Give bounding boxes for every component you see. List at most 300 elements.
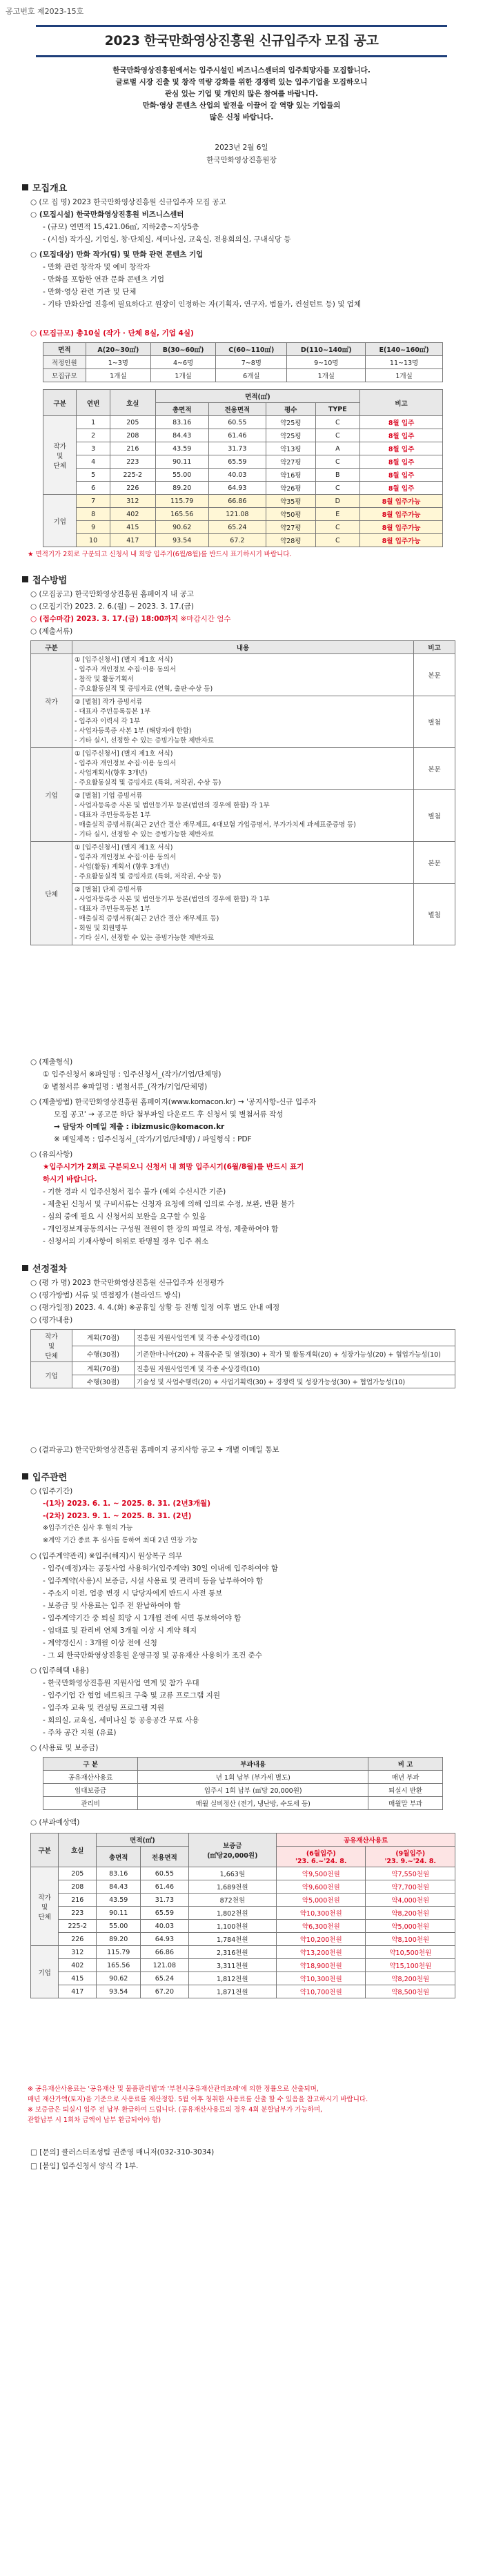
doc-note: 별첨	[414, 884, 455, 945]
cost-cell-dep: 3,311천원	[188, 1959, 276, 1972]
cost-cell-dep: 1,100천원	[188, 1920, 276, 1933]
room-row	[43, 455, 443, 469]
room-cell-total: 83.16	[155, 416, 208, 429]
cost-cell-f1: 약13,200천원	[277, 1946, 366, 1959]
doc-content: ① [입주신청서] (별지 제1호 서식) - 입주자 개인정보 수집·이용 동의서 - 사업계획서(향후 3개년) - 주요활동실적 및 증빙자료 (특허, 저작권, 수상 등)	[72, 748, 414, 790]
doc-content: ① [입주신청서] (별지 제1호 서식) - 입주자 개인정보 수집·이용 동의서 - 참작 및 활동기획서 - 주요활동실적 및 증빙자료 (연혁, 출판·수상 등)	[72, 654, 414, 696]
cost-cell-room: 226	[59, 1933, 97, 1946]
cost-header-deposit: 보증금 (㎡당20,000원)	[188, 1833, 276, 1867]
cost-table-footnote: ※ 공유재산사용료는 '공유재산 및 물품관리법'과 '부천시공유재산관리조례'에 의한 정률으로 산출되며, 매년 재산가액(토지)을 기준으로 사용료를 재산정함. 5월 이후 청취한 사용료를 산출 할 수 있음을 참고하시기 바랍니다. ※ 보증금은 퇴실시 입주 전 납부 환급하여 드립니다. (공유재산사용료의 경우 4회 분할납부가 가능하며, 관할납부 시 1회차 금액이 납부 환급되어야 함)	[28, 2085, 368, 2124]
cost-header-excl: 전용면적	[141, 1847, 188, 1867]
cost-cell-f1: 약10,300천원	[277, 1907, 366, 1920]
room-cell-room: 402	[110, 508, 155, 521]
square-bullet-icon	[22, 576, 28, 582]
room-cell-note: 8월 입주	[360, 482, 443, 495]
cost-cell-room: 208	[59, 1880, 97, 1894]
eval-row	[31, 1362, 455, 1375]
eval-item: 계획(70점)	[72, 1330, 135, 1346]
room-cell-type: C	[315, 455, 360, 469]
room-row	[43, 508, 443, 521]
doc-note: 본문	[414, 748, 455, 790]
room-header-total: 총면적	[155, 403, 208, 416]
room-cell-no: 7	[77, 495, 110, 508]
contract-1: - 입주(예정)자는 공동사업 사용허가(입주계약) 30일 이내에 입주하여야 함	[43, 1564, 278, 1573]
cost-cell-f2: 약8,200천원	[366, 1972, 455, 1985]
eval-row	[31, 1375, 455, 1388]
benefit-5: - 주차 공간 지원 (유료)	[43, 1729, 117, 1737]
contract-4: - 보증금 및 사용료는 입주 전 완납하여야 함	[43, 1602, 181, 1610]
overview-target-4: - 기타 만화산업 진흥에 필요하다고 원장이 인정하는 자(기획자, 연구자, 법률가, 컨설턴트 등) 및 업체	[43, 300, 361, 308]
cost-cell-excl: 60.55	[141, 1867, 188, 1880]
room-row	[43, 429, 443, 442]
fee-cell: 입주시 1회 납부 (㎡당 20,000원)	[138, 1784, 368, 1797]
room-cell-type: C	[315, 534, 360, 547]
eval-content: 기존한마니아(20) + 작품수준 및 열정(30) + 작가 및 활동계획(20) + 성장가능성(20) + 협업가능성(10)	[135, 1346, 455, 1362]
format-line-2: ② 별첨서류 ※파일명 : 별첨서류_(작가/기업/단체명)	[43, 1083, 208, 1091]
doc-note: 본문	[414, 654, 455, 696]
fee-heading: ○ (사용료 및 보증금)	[30, 1744, 99, 1752]
room-cell-room: 225-2	[110, 469, 155, 482]
size-cell: 1개실	[86, 369, 150, 382]
cost-cell-f2: 약5,000천원	[366, 1920, 455, 1933]
cost-cell-total: 93.54	[97, 1985, 141, 1998]
cost-cell-room: 417	[59, 1985, 97, 1998]
room-cell-excl: 31.73	[208, 442, 266, 455]
cost-cell-dep: 1,812천원	[188, 1972, 276, 1985]
cost-cell-room: 223	[59, 1907, 97, 1920]
room-cell-py: 약27평	[266, 521, 315, 534]
size-header: A(20~30㎡)	[86, 343, 150, 356]
size-header: D(110~140㎡)	[287, 343, 366, 356]
cost-header-fee: 공유재산사용료	[277, 1833, 455, 1847]
eval-content: 진흥원 지원사업연계 및 각종 수상경력(10)	[135, 1362, 455, 1375]
cost-cell-excl: 64.93	[141, 1933, 188, 1946]
benefit-heading: ○ (입주혜택 내용)	[30, 1666, 89, 1675]
doc-header-type: 구분	[31, 641, 72, 654]
contract-heading: ○ (입주계약관리) ※입주(해지)시 원상복구 의무	[30, 1552, 183, 1560]
cost-cell-dep: 1,871천원	[188, 1985, 276, 1998]
fee-table	[43, 1757, 443, 1810]
selection-schedule: ○ (평가일정) 2023. 4. 4.(화) ※공휴일 상황 등 진행 일정 이후 별도 안내 예정	[30, 1304, 280, 1312]
cost-row	[31, 1933, 455, 1946]
room-cell-total: 89.20	[155, 482, 208, 495]
room-header-room: 호실	[110, 390, 155, 416]
room-cell-room: 312	[110, 495, 155, 508]
cost-cell-excl: 31.73	[141, 1894, 188, 1907]
notice-org: 한국만화영상진흥원장	[206, 156, 277, 164]
overview-target-2: - 만화를 포함한 연관 문화 콘텐츠 기업	[43, 275, 164, 284]
cost-row	[31, 1946, 455, 1959]
room-cell-excl: 65.24	[208, 521, 266, 534]
cost-cell-total: 55.00	[97, 1920, 141, 1933]
contract-2: - 입주계약(사용)시 보증금, 시설 사용료 및 관리비 등을 납부하여야 함	[43, 1577, 264, 1585]
doc-content: ② [별첨] 기업 증빙서류 - 사업자등록증 사본 및 법인등기부 등본(법인의 경우에 한함) 각 1부 - 대표자 주민등록등본 1부 - 매출실적 증빙서류(최근 2년간 결산 재무제표, 4대보험 가입증명서, 부가가치세 과세표준증명 등) - 기타 실시, 선정할 수 있는 증빙가능한 제반자료	[72, 790, 414, 842]
cost-cell-total: 165.56	[97, 1959, 141, 1972]
cost-heading: ○ (부과예상액)	[30, 1818, 80, 1827]
cost-cell-room: 312	[59, 1946, 97, 1959]
cost-cell-excl: 66.86	[141, 1946, 188, 1959]
room-row	[43, 416, 443, 429]
cost-cell-f1: 약10,300천원	[277, 1972, 366, 1985]
cost-cell-f1: 약18,900천원	[277, 1959, 366, 1972]
cost-cell-excl: 121.08	[141, 1959, 188, 1972]
overview-target-1: - 만화 관련 창작자 및 예비 창작자	[43, 263, 150, 271]
room-header-no: 연번	[77, 390, 110, 416]
overview-scale-count: ○ (모집규모) 총10실 (작가 · 단체 8실, 기업 4실)	[30, 329, 194, 337]
doc-row	[31, 696, 455, 748]
fee-cell: 년 1회 납부 (부가세 별도)	[138, 1771, 368, 1784]
room-cell-no: 5	[77, 469, 110, 482]
doc-group: 기업	[31, 748, 72, 842]
size-cell: 6개실	[216, 369, 287, 382]
size-cell: 11~13명	[366, 356, 443, 369]
room-cell-py: 약50평	[266, 508, 315, 521]
contact-inquiry: □ [문의] 클러스터조성팀 권준영 매니저(032-310-3034)	[30, 2148, 215, 2156]
room-cell-total: 55.00	[155, 469, 208, 482]
contact-attachment: □ [붙임] 입주신청서 양식 각 1부.	[30, 2162, 139, 2170]
doc-row	[31, 790, 455, 842]
room-cell-room: 208	[110, 429, 155, 442]
cost-cell-room: 225-2	[59, 1920, 97, 1933]
eval-content: 진흥원 지원사업연계 및 각종 수상경력(10)	[135, 1330, 455, 1346]
period-1: -(1차) 2023. 6. 1. ~ 2025. 8. 31. (2년3개월)	[43, 1500, 210, 1508]
eval-group: 기업	[31, 1362, 72, 1388]
intro-paragraph: 한국만화영상진흥원에서는 입주시설인 비즈니스센터의 입주희망자를 모집합니다. 글로벌 시장 진출 및 창작 역량 강화를 위한 경쟁력 있는 입주기업을 모집하오니 관심 있는 기업 및 개인의 많은 참여를 바랍니다. 만화·영상 콘텐츠 산업의 발전을 이끌어 갈 역량 있는 기업들의 많은 신청 바랍니다.	[112, 66, 371, 121]
room-cell-no: 8	[77, 508, 110, 521]
selection-method: ○ (평가방법) 서류 및 면접평가 (블라인드 방식)	[30, 1291, 181, 1299]
size-cell: 1~3명	[86, 356, 150, 369]
caution-heading: ○ (유의사항)	[30, 1150, 73, 1159]
cost-cell-total: 43.59	[97, 1894, 141, 1907]
cost-cell-room: 415	[59, 1972, 97, 1985]
room-cell-excl: 61.46	[208, 429, 266, 442]
cost-header-fee-june: (6월입주) '23. 6.~'24. 8.	[277, 1847, 366, 1867]
cost-cell-total: 84.43	[97, 1880, 141, 1894]
cost-cell-excl: 61.46	[141, 1880, 188, 1894]
room-cell-excl: 65.59	[208, 455, 266, 469]
cost-cell-room: 205	[59, 1867, 97, 1880]
title-rule-bottom	[36, 55, 447, 57]
contract-8: - 그 외 한국만화영상진흥원 운영규정 및 공유재산 사용허가 조건 준수	[43, 1651, 262, 1660]
contract-5: - 입주계약기간 중 퇴실 희망 시 1개월 전에 서면 통보하여야 함	[43, 1614, 241, 1622]
cost-cell-f2: 약4,000천원	[366, 1894, 455, 1907]
room-cell-py: 약35평	[266, 495, 315, 508]
cost-cell-total: 90.62	[97, 1972, 141, 1985]
cost-cell-dep: 872천원	[188, 1894, 276, 1907]
room-header-note: 비고	[360, 390, 443, 416]
benefit-1: - 한국만화영상진흥원 지원사업 연계 및 참가 우대	[43, 1679, 199, 1687]
room-row	[43, 521, 443, 534]
format-heading: ○ (제출형식)	[30, 1058, 73, 1066]
doc-group: 작가	[31, 654, 72, 748]
cost-row	[31, 1880, 455, 1894]
cost-cell-f1: 약5,000천원	[277, 1894, 366, 1907]
size-table	[43, 342, 443, 382]
period-note-2: ※계약 기간 종료 후 심사를 통하여 최대 2년 연장 가능	[43, 1537, 198, 1544]
cost-cell-excl: 40.03	[141, 1920, 188, 1933]
room-cell-type: D	[315, 495, 360, 508]
room-header-area: 면적(㎡)	[155, 390, 359, 403]
selection-name: ○ (평 가 명) 2023 한국만화영상진흥원 신규입주자 선정평가	[30, 1279, 224, 1287]
cost-cell-total: 90.11	[97, 1907, 141, 1920]
cost-cell-f2: 약8,500천원	[366, 1985, 455, 1998]
format-line-1: ① 입주신청서 ※파일명 : 입주신청서_(작가/기업/단체명)	[43, 1070, 221, 1079]
doc-row	[31, 884, 455, 945]
room-cell-note: 8월 입주가능	[360, 534, 443, 547]
benefit-2: - 입주기업 간 협업 네트워크 구축 및 교류 프로그램 지원	[43, 1691, 220, 1700]
notice-date: 2023년 2월 6일	[215, 144, 268, 152]
contract-7: - 계약갱신시 : 3개월 이상 전에 신청	[43, 1639, 157, 1647]
doc-note: 별첨	[414, 696, 455, 748]
cost-cell-f1: 약10,200천원	[277, 1933, 366, 1946]
room-cell-py: 약26평	[266, 482, 315, 495]
room-row	[43, 469, 443, 482]
room-cell-note: 8월 입주가능	[360, 521, 443, 534]
room-header-type2: TYPE	[315, 403, 360, 416]
benefit-3: - 입주자 교육 및 컨설팅 프로그램 지원	[43, 1704, 164, 1712]
doc-content: ① [입주신청서] (별지 제1호 서식) - 입주자 개인정보 수집·이용 동의서 - 사업(활동) 계획서 (향후 3개년) - 주요활동실적 및 증빙자료 (특허, 저작권, 수상 등)	[72, 842, 414, 884]
room-row	[43, 442, 443, 455]
caution-3: - 심의 중에 필요 시 신청서의 보완을 요구할 수 있음	[43, 1212, 206, 1221]
cost-header-fee-sept: (9월입주) '23. 9.~'24. 8.	[366, 1847, 455, 1867]
cost-cell-dep: 1,802천원	[188, 1907, 276, 1920]
room-cell-total: 165.56	[155, 508, 208, 521]
room-cell-room: 415	[110, 521, 155, 534]
room-cell-room: 205	[110, 416, 155, 429]
cost-cell-total: 83.16	[97, 1867, 141, 1880]
cost-cell-f2: 약7,550천원	[366, 1867, 455, 1880]
cost-cell-dep: 1,689천원	[188, 1880, 276, 1894]
caution-5: - 신청서의 기재사항이 허위로 판명될 경우 입주 취소	[43, 1237, 209, 1246]
cost-header-room: 호실	[59, 1833, 97, 1867]
cost-cell-f2: 약7,700천원	[366, 1880, 455, 1894]
eval-row	[31, 1346, 455, 1362]
period-heading: ○ (입주기간)	[30, 1487, 73, 1495]
eval-row	[31, 1330, 455, 1346]
fee-cell: 매월말 부과	[368, 1797, 443, 1810]
size-header: B(30~60㎡)	[151, 343, 216, 356]
room-cell-no: 6	[77, 482, 110, 495]
section-heading-application: 접수방법	[22, 573, 67, 586]
notice-number: 공고번호 제2023-15호	[6, 7, 84, 16]
selection-result: ○ (결과공고) 한국만화영상진흥원 홈페이지 공지사항 공고 + 개별 이메일 통보	[30, 1446, 279, 1454]
section-heading-selection: 선정절차	[22, 1261, 67, 1275]
cost-cell-dep: 1,663원	[188, 1867, 276, 1880]
doc-note: 본문	[414, 842, 455, 884]
room-row	[43, 495, 443, 508]
cost-cell-excl: 65.24	[141, 1972, 188, 1985]
cost-row	[31, 1959, 455, 1972]
cost-header-area: 면적(㎡)	[97, 1833, 188, 1847]
room-cell-no: 2	[77, 429, 110, 442]
room-cell-excl: 40.03	[208, 469, 266, 482]
room-cell-total: 84.43	[155, 429, 208, 442]
fee-header: 비 고	[368, 1758, 443, 1771]
room-cell-note: 8월 입주	[360, 442, 443, 455]
cost-cell-total: 89.20	[97, 1933, 141, 1946]
room-cell-type: C	[315, 482, 360, 495]
cost-row	[31, 1920, 455, 1933]
cost-row	[31, 1894, 455, 1907]
contract-6: - 임대료 및 관리비 연체 3개월 이상 시 계약 해지	[43, 1626, 197, 1635]
selection-content-heading: ○ (평가내용)	[30, 1316, 73, 1324]
cost-cell-room: 216	[59, 1894, 97, 1907]
room-cell-no: 4	[77, 455, 110, 469]
cost-cell-excl: 67.20	[141, 1985, 188, 1998]
room-cell-room: 226	[110, 482, 155, 495]
cost-cell-dep: 1,784천원	[188, 1933, 276, 1946]
cost-cell-f1: 약9,600천원	[277, 1880, 366, 1894]
application-docs-heading: ○ (제출서류)	[30, 627, 73, 636]
room-cell-type: C	[315, 521, 360, 534]
eval-content: 기술성 및 사업수행력(20) + 사업기획력(30) + 경쟁력 및 성장가능성(30) + 협업가능성(10)	[135, 1375, 455, 1388]
cost-row	[31, 1867, 455, 1880]
room-header-type: 구분	[43, 390, 77, 416]
size-cell: 9~10명	[287, 356, 366, 369]
size-row-label: 적정인원	[43, 356, 86, 369]
room-cell-excl: 121.08	[208, 508, 266, 521]
room-cell-excl: 66.86	[208, 495, 266, 508]
cost-cell-room: 402	[59, 1959, 97, 1972]
doc-row	[31, 842, 455, 884]
room-header-exclusive: 전용면적	[208, 403, 266, 416]
room-cell-total: 90.11	[155, 455, 208, 469]
room-cell-type: C	[315, 429, 360, 442]
room-cell-py: 약27평	[266, 455, 315, 469]
cost-row	[31, 1985, 455, 1998]
room-cell-total: 93.54	[155, 534, 208, 547]
room-cell-excl: 60.55	[208, 416, 266, 429]
room-cell-note: 8월 입주	[360, 416, 443, 429]
application-period: ○ (모집기간) 2023. 2. 6.(월) ~ 2023. 3. 17.(금)	[30, 602, 194, 611]
cost-header-type: 구분	[31, 1833, 59, 1867]
room-cell-note: 8월 입주	[360, 469, 443, 482]
room-cell-py: 약28평	[266, 534, 315, 547]
fee-cell: 퇴실시 반환	[368, 1784, 443, 1797]
square-bullet-icon	[22, 1473, 28, 1479]
cost-row	[31, 1907, 455, 1920]
cost-cell-f1: 약9,500천원	[277, 1867, 366, 1880]
cost-cell-dep: 2,316천원	[188, 1946, 276, 1959]
fee-header: 부과내용	[138, 1758, 368, 1771]
caution-star-2: 하시기 바랍니다.	[43, 1175, 97, 1183]
room-group: 작가 및 단체	[43, 416, 77, 495]
room-cell-note: 8월 입주	[360, 455, 443, 469]
room-cell-type: C	[315, 416, 360, 429]
cost-cell-total: 115.79	[97, 1946, 141, 1959]
submit-method-2: 모집 공고' → 공고문 하단 첨부파일 다운로드 후 신청서 및 별첨서류 작성	[54, 1110, 284, 1119]
room-cell-type: A	[315, 442, 360, 455]
evaluation-table	[30, 1329, 455, 1388]
room-cell-excl: 67.2	[208, 534, 266, 547]
eval-group: 작가 및 단체	[31, 1330, 72, 1362]
benefit-4: - 회의실, 교육실, 세미나실 등 공용공간 무료 사용	[43, 1716, 199, 1724]
overview-scale: - (규모) 연면적 15,421.06㎡, 지하2층~지상5층	[43, 223, 199, 231]
size-cell: 1개실	[287, 369, 366, 382]
cost-row	[31, 1972, 455, 1985]
cost-group: 작가 및 단체	[31, 1867, 59, 1946]
overview-rooms: - (시설) 작가실, 기업실, 창·단체실, 세미나실, 교육실, 전용회의실, 구내식당 등	[43, 235, 291, 244]
fee-header: 구 분	[43, 1758, 138, 1771]
fee-cell: 관리비	[43, 1797, 138, 1810]
doc-header-content: 내용	[72, 641, 414, 654]
cost-table	[30, 1833, 455, 1998]
doc-row	[31, 654, 455, 696]
cost-header-total: 총면적	[97, 1847, 141, 1867]
doc-row	[31, 748, 455, 790]
submit-method-1: ○ (제출방법) 한국만화영상진흥원 홈페이지(www.komacon.kr) → '공지사항-신규 입주자	[30, 1098, 317, 1106]
caution-2: - 제출된 신청서 및 구비서류는 신청자 요청에 의해 임의로 수정, 보완, 반환 불가	[43, 1200, 295, 1208]
overview-target: ○ (모집대상) 만화 작가(팀) 및 만화 관련 콘텐츠 기업	[30, 250, 204, 259]
size-header: E(140~160㎡)	[366, 343, 443, 356]
documents-table	[30, 640, 455, 945]
submit-email: → 담당자 이메일 제출 : ibizmusic@komacon.kr	[54, 1123, 225, 1131]
room-cell-excl: 64.93	[208, 482, 266, 495]
caution-4: - 개인정보제공동의서는 구성원 전원이 한 장의 파일로 작성, 제출하여야 함	[43, 1225, 279, 1233]
room-table	[43, 389, 443, 547]
room-cell-note: 8월 입주가능	[360, 508, 443, 521]
doc-content: ② [별첨] 단체 증빙서류 - 사업자등록증 사본 및 법인등기부 등본(법인의 경우에 한함) 각 1부 - 대표자 주민등록등본 1부 - 매출실적 증빙서류(최근 2년간 결산 재무제표 등) - 회원 및 회원명부 - 기타 실시, 선정할 수 있는 증빙가능한 제반자료	[72, 884, 414, 945]
section-heading-occupancy: 입주관련	[22, 1470, 67, 1483]
room-cell-room: 223	[110, 455, 155, 469]
cost-cell-f2: 약15,100천원	[366, 1959, 455, 1972]
cost-cell-f1: 약6,300천원	[277, 1920, 366, 1933]
room-cell-room: 417	[110, 534, 155, 547]
square-bullet-icon	[22, 184, 28, 190]
submit-subject: ※ 메일제목 : 입주신청서_(작가/기업/단체명) / 파일형식 : PDF	[54, 1135, 252, 1143]
cost-cell-f2: 약10,500천원	[366, 1946, 455, 1959]
room-cell-py: 약25평	[266, 416, 315, 429]
doc-content: ② [별첨] 작가 증빙서류 - 대표자 주민등록등본 1부 - 입주자 이력서 각 1부 - 사업자등록증 사본 1부 (해당자에 한함) - 기타 실시, 선정할 수 있는 증빙가능한 제반자료	[72, 696, 414, 748]
square-bullet-icon	[22, 1265, 28, 1271]
room-cell-total: 115.79	[155, 495, 208, 508]
size-header: C(60~110㎡)	[216, 343, 287, 356]
period-note-1: ※입주기간은 심사 후 협의 가능	[43, 1524, 133, 1532]
room-row	[43, 534, 443, 547]
room-cell-type: E	[315, 508, 360, 521]
room-cell-no: 3	[77, 442, 110, 455]
caution-1: - 기한 경과 시 입주신청서 접수 불가 (예외 수신시간 기준)	[43, 1188, 226, 1196]
room-cell-no: 1	[77, 416, 110, 429]
section-heading-overview: 모집개요	[22, 181, 67, 194]
room-cell-py: 약25평	[266, 429, 315, 442]
size-cell: 7~8명	[216, 356, 287, 369]
doc-header-note: 비고	[414, 641, 455, 654]
size-header: 면적	[43, 343, 86, 356]
room-group: 기업	[43, 495, 77, 547]
doc-group: 단체	[31, 842, 72, 945]
room-cell-no: 9	[77, 521, 110, 534]
size-cell: 1개실	[151, 369, 216, 382]
room-cell-py: 약13평	[266, 442, 315, 455]
room-cell-total: 90.62	[155, 521, 208, 534]
title-rule-top	[36, 25, 447, 27]
cost-cell-excl: 65.59	[141, 1907, 188, 1920]
size-cell: 1개실	[366, 369, 443, 382]
fee-cell: 공유재산사용료	[43, 1771, 138, 1784]
application-notice: ○ (모집공고) 한국만화영상진흥원 홈페이지 내 공고	[30, 590, 194, 598]
room-cell-no: 10	[77, 534, 110, 547]
overview-facility: ○ (모집시설) 한국만화영상진흥원 비즈니스센터	[30, 210, 184, 219]
eval-item: 수행(30점)	[72, 1375, 135, 1388]
room-cell-note: 8월 입주	[360, 429, 443, 442]
application-deadline: ○ (접수마감) 2023. 3. 17.(금) 18:00까지 ※마감시간 엄수	[30, 615, 231, 623]
fee-cell: 매년 부과	[368, 1771, 443, 1784]
room-row	[43, 482, 443, 495]
room-cell-py: 약16평	[266, 469, 315, 482]
overview-target-3: - 만화·영상 관련 기관 및 단체	[43, 288, 137, 296]
contract-3: - 주소지 이전, 업종 변경 시 담당자에게 반드시 사전 통보	[43, 1589, 223, 1597]
